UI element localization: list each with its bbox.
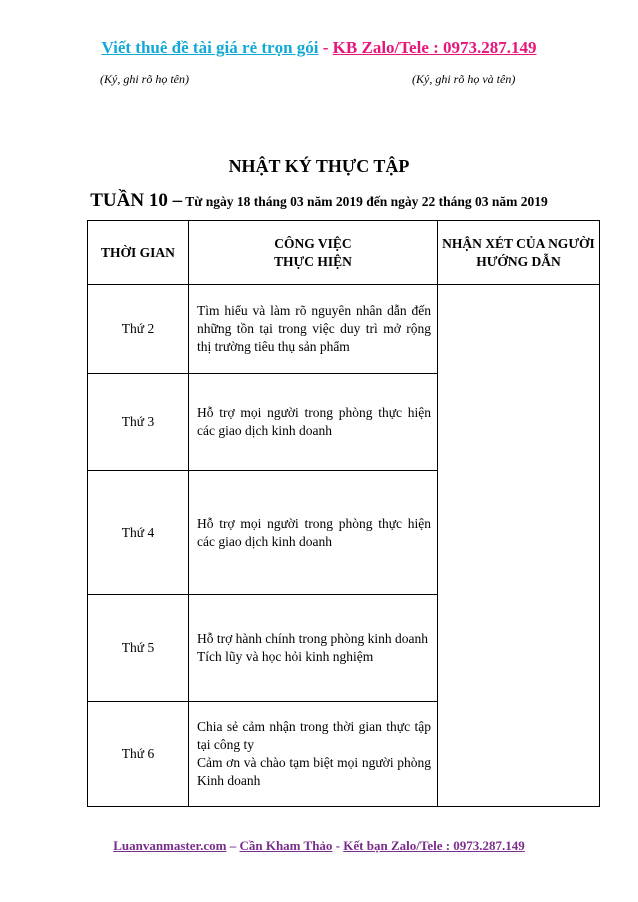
task-line: Hỗ trợ mọi người trong phòng thực hiện các giao dịch kinh doanh <box>197 515 431 549</box>
footer-contact-link[interactable]: Kết bạn Zalo/Tele : 0973.287.149 <box>343 838 525 853</box>
footer-separator: - <box>332 838 344 853</box>
footer-site-link[interactable]: Luanvanmaster.com <box>113 838 227 853</box>
row-task <box>189 374 438 471</box>
document-title: NHẬT KÝ THỰC TẬP <box>228 156 410 176</box>
row-task <box>189 285 438 374</box>
week-label: TUẦN 10 – <box>90 190 183 211</box>
header-banner <box>0 38 638 58</box>
contact-link[interactable]: KB Zalo/Tele : 0973.287.149 <box>332 38 537 57</box>
row-day: Thứ 2 <box>88 285 189 374</box>
row-day: Thứ 3 <box>88 374 189 471</box>
header-separator: - <box>318 38 333 57</box>
signature-left: (Ký, ghi rõ họ tên) <box>100 72 189 86</box>
row-day: Thứ 4 <box>88 471 189 595</box>
task-line: Cảm ơn và chào tạm biệt mọi người phòng Kinh doanh <box>197 755 431 788</box>
diary-table <box>87 220 600 807</box>
footer-author[interactable]: Cần Kham Thảo <box>239 838 333 853</box>
footer-dash: – <box>226 838 240 853</box>
header-task-line2: THỰC HIỆN <box>274 253 352 269</box>
header-time: THỜI GIAN <box>88 221 189 285</box>
row-task <box>189 595 438 702</box>
row-day: Thứ 5 <box>88 595 189 702</box>
row-task <box>189 702 438 807</box>
task-line: Chia sẻ cảm nhận trong thời gian thực tập tại công ty <box>197 719 431 752</box>
header-task <box>189 221 438 285</box>
row-task <box>189 471 438 595</box>
table-header-row <box>88 221 600 285</box>
row-day: Thứ 6 <box>88 702 189 807</box>
comment-cell <box>438 285 600 807</box>
header-comment-line1: NHẬN XÉT CỦA NGƯỜI <box>442 236 595 251</box>
task-line: Tìm hiểu và làm rõ nguyên nhân dẫn đến những tồn tại trong việc duy trì mở rộng thị trường tiêu thụ sản phẩm <box>197 303 431 354</box>
header-comment <box>438 221 600 285</box>
week-heading <box>0 190 638 212</box>
task-line: Hỗ trợ mọi người trong phòng thực hiện các giao dịch kinh doanh <box>197 405 431 438</box>
footer <box>0 838 638 854</box>
table-row <box>88 285 600 374</box>
week-date-range: Từ ngày 18 tháng 03 năm 2019 đến ngày 22 tháng 03 năm 2019 <box>182 194 548 209</box>
task-line: Hỗ trợ hành chính trong phòng kinh doanh <box>197 631 428 646</box>
service-link[interactable]: Viết thuê đề tài giá rẻ trọn gói <box>101 38 319 57</box>
header-comment-line2: HƯỚNG DẪN <box>476 254 561 269</box>
task-line: Tích lũy và học hỏi kinh nghiệm <box>197 649 374 664</box>
header-task-line1: CÔNG VIỆC <box>274 235 352 251</box>
signature-right: (Ký, ghi rõ họ và tên) <box>412 72 516 86</box>
